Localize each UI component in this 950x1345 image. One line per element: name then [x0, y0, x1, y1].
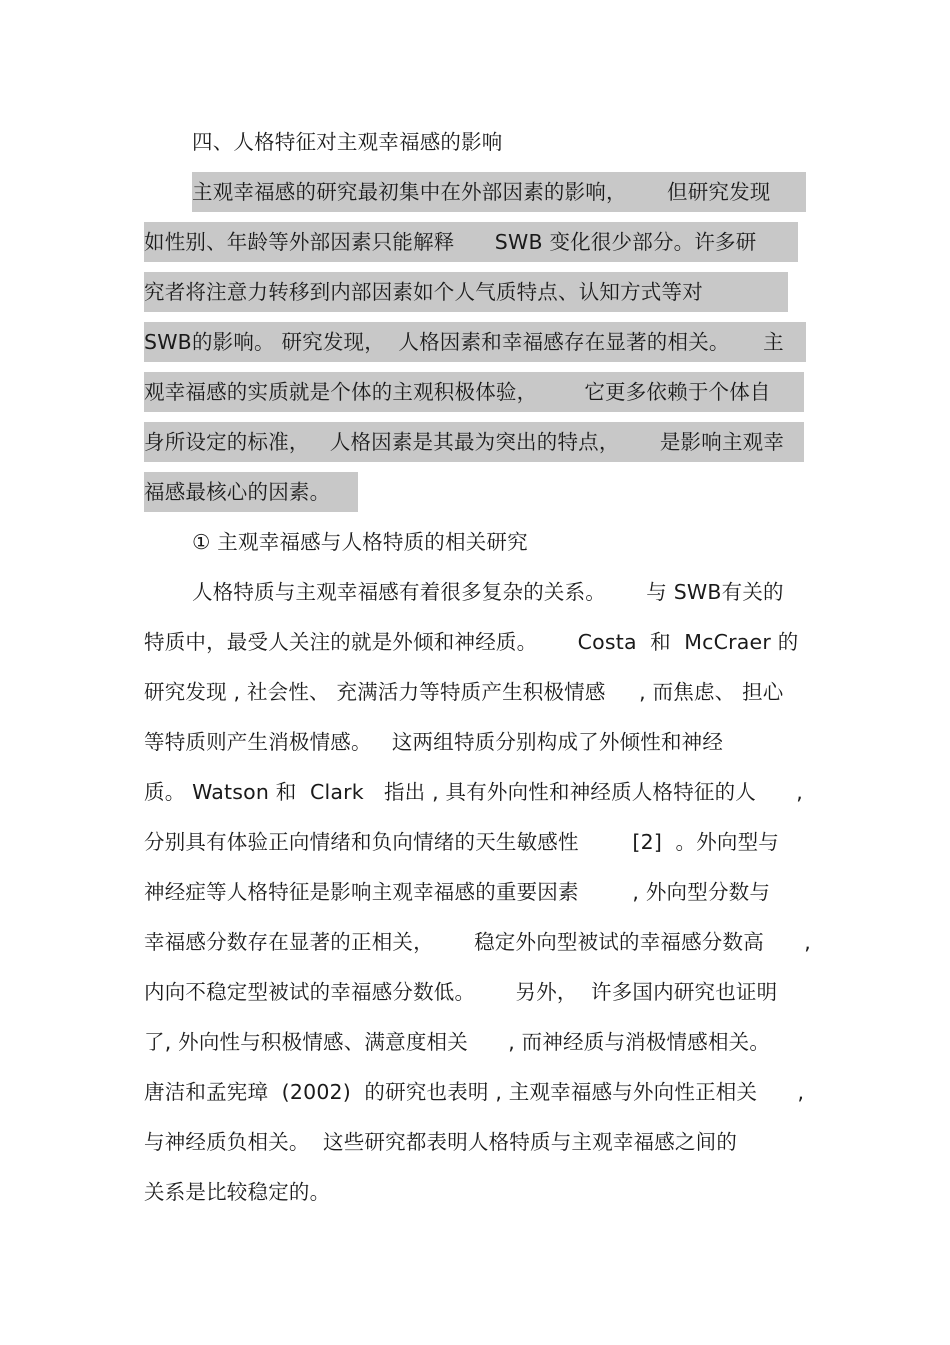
body-line: 特质中，最受人关注的就是外倾和神经质。 Costa 和 McCraer 的	[144, 630, 799, 654]
body-line: 研究发现 , 社会性、 充满活力等特质产生积极情感 , 而焦虑、 担心	[144, 680, 784, 704]
highlighted-line: 主观幸福感的研究最初集中在外部因素的影响， 但研究发现	[192, 172, 806, 212]
body-line: 与神经质负相关。 这些研究都表明人格特质与主观幸福感之间的	[144, 1130, 738, 1154]
body-line: 分别具有体验正向情绪和负向情绪的天生敏感性 [2] 。外向型与	[144, 830, 780, 854]
highlighted-line: 福感最核心的因素。	[144, 472, 358, 512]
highlighted-line: 究者将注意力转移到内部因素如个人气质特点、认知方式等对	[144, 272, 788, 312]
subheading: ① 主观幸福感与人格特质的相关研究	[192, 530, 528, 554]
highlighted-line: 观幸福感的实质就是个体的主观积极体验， 它更多依赖于个体自	[144, 372, 804, 412]
body-line: 神经症等人格特征是影响主观幸福感的重要因素 , 外向型分数与	[144, 880, 771, 904]
body-line: 幸福感分数存在显著的正相关， 稳定外向型被试的幸福感分数高 ,	[144, 930, 811, 954]
section-heading: 四、人格特征对主观幸福感的影响	[192, 130, 503, 154]
body-line: 内向不稳定型被试的幸福感分数低。 另外， 许多国内研究也证明	[144, 980, 778, 1004]
highlighted-line: SWB的影响。 研究发现， 人格因素和幸福感存在显著的相关。 主	[144, 322, 806, 362]
body-line: 人格特质与主观幸福感有着很多复杂的关系。 与 SWB有关的	[192, 580, 784, 604]
highlighted-line: 身所设定的标准， 人格因素是其最为突出的特点， 是影响主观幸	[144, 422, 804, 462]
body-line: 质。 Watson 和 Clark 指出 , 具有外向性和神经质人格特征的人 ,	[144, 780, 804, 804]
body-line: 了, 外向性与积极情感、满意度相关 , 而神经质与消极情感相关。	[144, 1030, 771, 1054]
body-line: 关系是比较稳定的。	[144, 1180, 331, 1204]
highlighted-line: 如性别、年龄等外部因素只能解释 SWB 变化很少部分。许多研	[144, 222, 798, 262]
body-line: 等特质则产生消极情感。 这两组特质分别构成了外倾性和神经	[144, 730, 724, 754]
body-line: 唐洁和孟宪璋 (2002) 的研究也表明 , 主观幸福感与外向性正相关 ,	[144, 1080, 805, 1104]
